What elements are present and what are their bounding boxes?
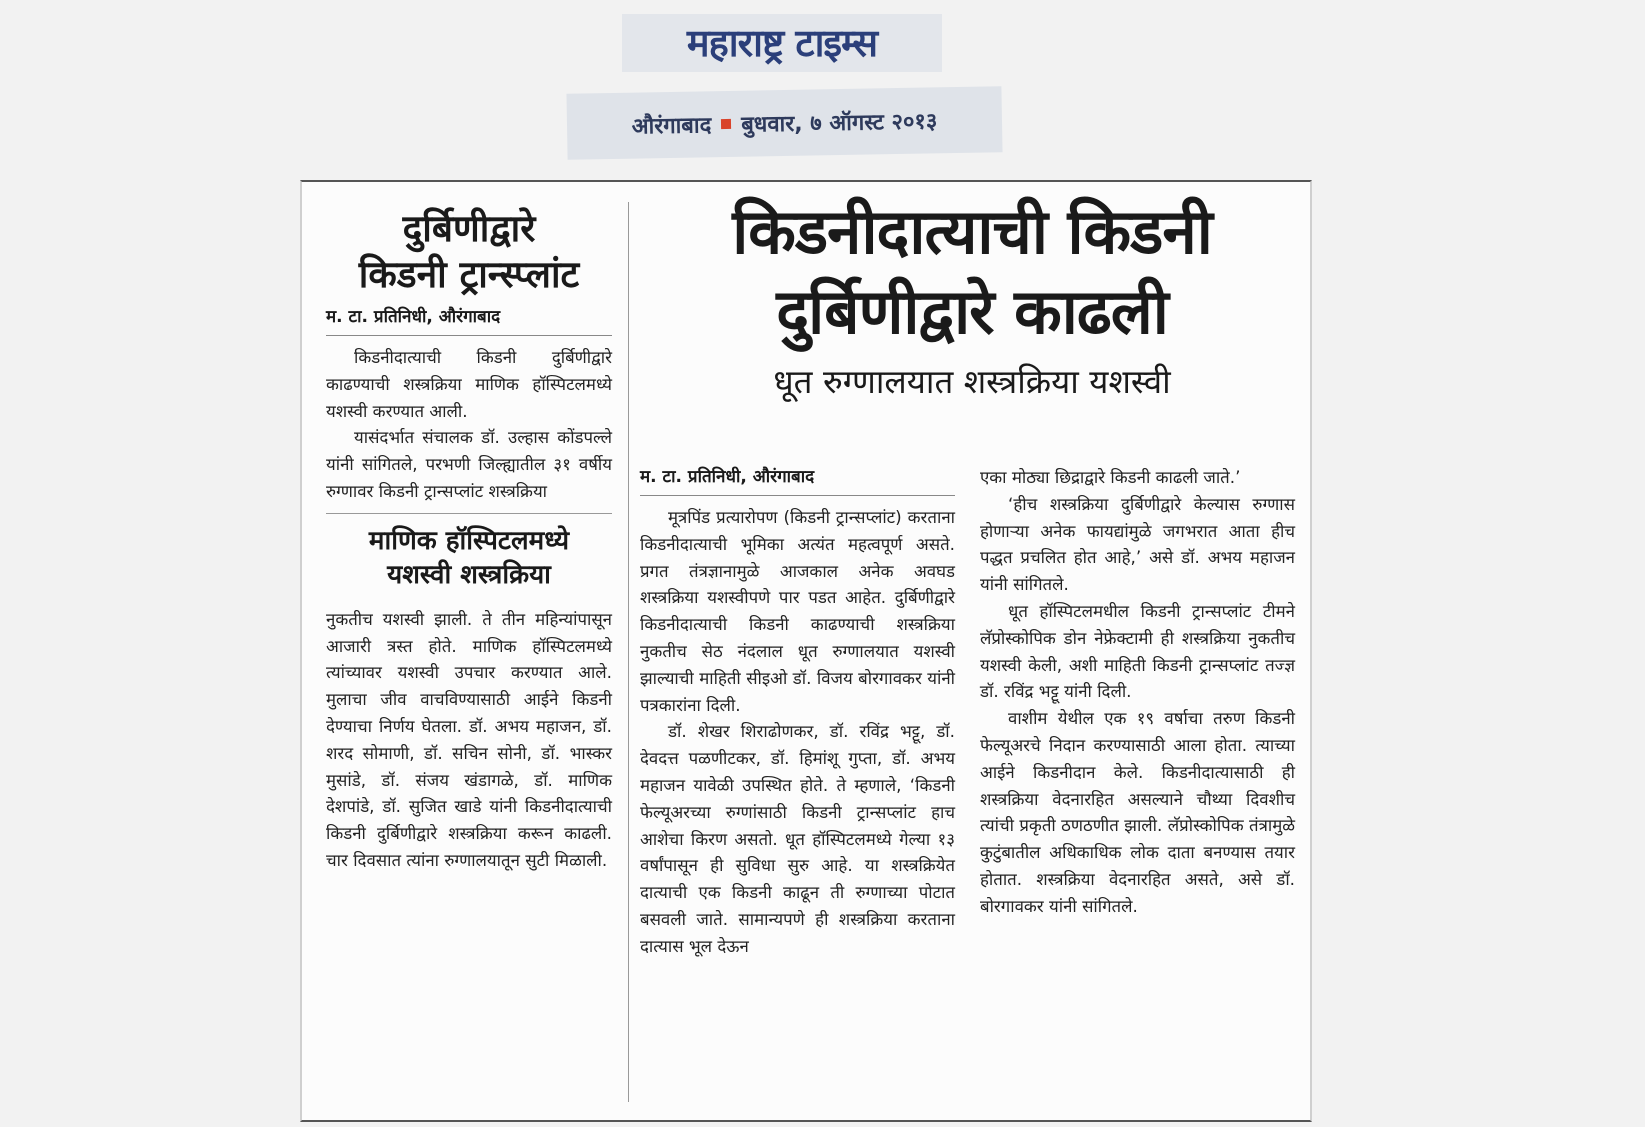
main-headline-line-1: किडनीदात्याची किडनी bbox=[732, 195, 1212, 268]
main-column-2 bbox=[980, 464, 1295, 920]
dateline bbox=[566, 86, 1002, 160]
news-clipping bbox=[300, 180, 1312, 1122]
main-paragraph: वाशीम येथील एक १९ वर्षाचा तरुण किडनी फेल्यूअरचे निदान करण्यासाठी आला होता. त्याच्या आईने किडनीदान केले. किडनीदात्यासाठी ही शस्त्रक्रिया वेदनारहित असल्याने चौथ्या दिवशीच त्यांची प्रकृती ठणठणीत झाली. लॅप्रोस्कोपिक तंत्रामुळे कुटुंबातील अधिकाधिक लोक दाता बनण्यास तयार होतात. शस्त्रक्रिया वेदनारहित असते, असे डॉ. बोरगावकर यांनी सांगितले. bbox=[980, 708, 1295, 916]
sidebar-subheading-line-1: माणिक हॉस्पिटलमध्ये bbox=[368, 525, 570, 556]
main-paragraph: मूत्रपिंड प्रत्यारोपण (किडनी ट्रान्सप्लांट) करताना किडनीदात्याची भूमिका अत्यंत महत्वपूर्ण असते. प्रगत तंत्रज्ञानामुळे आजकाल अनेक अवघड शस्त्रक्रिया यशस्वीपणे पार पडत आहेत. दुर्बिणीद्वारे किडनीदात्याची किडनी काढण्याची शस्त्रक्रिया नुकतीच सेठ नंदलाल धूत रुग्णालयात यशस्वी झाल्याची माहिती सीइओ डॉ. विजय बोरगावकर यांनी पत्रकारांना दिली. bbox=[640, 507, 955, 715]
main-paragraph: एका मोठ्या छिद्राद्वारे किडनी काढली जाते.’ bbox=[980, 467, 1241, 487]
sidebar-paragraph: यासंदर्भात संचालक डॉ. उल्हास कोंडपल्ले यांनी सांगितले, परभणी जिल्ह्यातील ३१ वर्षीय रुग्णावर किडनी ट्रान्सप्लांट शस्त्रक्रिया bbox=[326, 427, 612, 501]
dateline-date: बुधवार, ७ ऑगस्ट २०१३ bbox=[741, 109, 938, 138]
sidebar-headline-line-2: किडनी ट्रान्स्प्लांट bbox=[358, 253, 580, 296]
main-deck: धूत रुग्णालयात शस्त्रक्रिया यशस्वी bbox=[773, 362, 1171, 401]
main-headline-line-2: दुर्बिणीद्वारे काढली bbox=[776, 275, 1168, 348]
sidebar-headline bbox=[326, 206, 612, 298]
sidebar-paragraph: नुकतीच यशस्वी झाली. ते तीन महिन्यांपासून आजारी त्रस्त होते. माणिक हॉस्पिटलमध्ये त्यांच्यावर यशस्वी उपचार करण्यात आले. मुलाचा जीव वाचविण्यासाठी आईने किडनी देण्याचा निर्णय घेतला. डॉ. अभय महाजन, डॉ. शरद सोमाणी, डॉ. सचिन सोनी, डॉ. भास्कर मुसांडे, डॉ. संजय खंडागळे, डॉ. माणिक देशपांडे, डॉ. सुजित खाडे यांनी किडनीदात्याची किडनी दुर्बिणीद्वारे शस्त्रक्रिया करून काढली. चार दिवसात त्यांना रुग्णालयातून सुटी मिळाली. bbox=[326, 608, 612, 870]
masthead-logo: महाराष्ट्र टाइम्स bbox=[686, 21, 878, 65]
main-column-1 bbox=[640, 464, 955, 960]
main-paragraph: धूत हॉस्पिटलमधील किडनी ट्रान्सप्लांट टीमने लॅप्रोस्कोपिक डोन नेफ्रेक्टामी ही शस्त्रक्रिया नुकतीच यशस्वी केली, अशी माहिती किडनी ट्रान्सप्लांट तज्ज्ञ डॉ. रविंद्र भट्टू यांनी दिली. bbox=[980, 600, 1295, 702]
main-column-2-body bbox=[980, 464, 1295, 920]
sidebar-body bbox=[326, 344, 612, 505]
sidebar-subheading-line-2: यशस्वी शस्त्रक्रिया bbox=[387, 559, 551, 590]
sidebar-byline: म. टा. प्रतिनिधी, औरंगाबाद bbox=[326, 304, 612, 336]
dateline-city: औरंगाबाद bbox=[631, 113, 712, 140]
sidebar-article bbox=[326, 192, 612, 874]
dateline-separator-icon bbox=[721, 119, 731, 129]
sidebar-body-continued bbox=[326, 606, 612, 874]
newspaper-masthead bbox=[622, 14, 942, 72]
sidebar-headline-line-1: दुर्बिणीद्वारे bbox=[402, 207, 536, 250]
column-divider bbox=[628, 202, 629, 1102]
main-article bbox=[630, 182, 1314, 956]
main-column-1-body bbox=[640, 504, 955, 960]
main-paragraph: डॉ. शेखर शिराढोणकर, डॉ. रविंद्र भट्टू, डॉ. देवदत्त पळणीटकर, डॉ. हिमांशू गुप्ता, डॉ. अभय महाजन यावेळी उपस्थित होते. ते म्हणाले, ‘किडनी फेल्यूअरच्या रुग्णांसाठी किडनी ट्रान्सप्लांट हाच आशेचा किरण असतो. धूत हॉस्पिटलमध्ये गेल्या १३ वर्षांपासून ही सुविधा सुरु आहे. या शस्त्रक्रियेत दात्याची एक किडनी काढून ती रुग्णाच्या पोटात बसवली जाते. सामान्यपणे ही शस्त्रक्रिया करताना दात्यास भूल देऊन bbox=[640, 721, 955, 956]
main-headline bbox=[630, 192, 1314, 352]
sidebar-paragraph: किडनीदात्याची किडनी दुर्बिणीद्वारे काढण्याची शस्त्रक्रिया माणिक हॉस्पिटलमध्ये यशस्वी करण्यात आली. bbox=[326, 347, 612, 421]
main-paragraph: ‘हीच शस्त्रक्रिया दुर्बिणीद्वारे केल्यास रुग्णास होणाऱ्या अनेक फायद्यांमुळे जगभरात आता हीच पद्धत प्रचलित होत आहे,’ असे डॉ. अभय महाजन यांनी सांगितले. bbox=[980, 493, 1295, 595]
main-byline: म. टा. प्रतिनिधी, औरंगाबाद bbox=[640, 464, 955, 496]
sidebar-subheading bbox=[326, 513, 612, 596]
